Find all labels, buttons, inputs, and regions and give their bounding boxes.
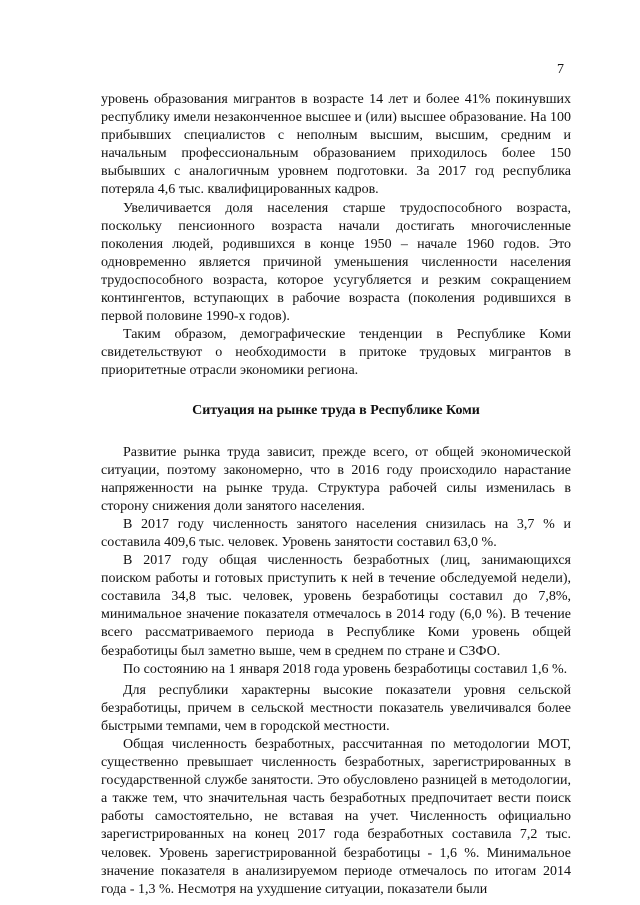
paragraph-labor-market-development: Развитие рынка труда зависит, прежде всего, от общей экономической ситуации, поэтому закономерно, что в 2016 году происходило нарастание напряженности на рынке труда. Структура рабочей силы изменилась в сторону снижения доли занятого населения. [101,444,571,514]
paragraph-registered-unemployment: Общая численность безработных, рассчитанная по методологии МОТ, существенно превышает численность безработных, зарегистрированных в государственной службе занятости. Это обусловлено разницей в методологии, а также тем, что значительная часть безработных предпочитает вести поиск работы самостоятельно, не вставая на учет. Численность официально зарегистрированных на конец 2017 года безработных составила 7,2 тыс. человек. Уровень зарегистрированной безработицы - 1,6 %. Минимальное значение показателя в анализируемом периоде отмечалось по итогам 2014 года - 1,3 %. Несмотря на ухудшение ситуации, показатели были [101,737,571,897]
paragraph-demographic-conclusion: Таким образом, демографические тенденции в Республике Коми свидетельствуют о необходимости в притоке трудовых мигрантов в приоритетные отрасли экономики региона. [101,327,571,379]
paragraph-rural-unemployment: Для республики характерны высокие показатели уровня сельской безработицы, причем в сельской местности показатель увеличивался более быстрыми темпами, чем в городской местности. [101,682,571,734]
paragraph-employment-2017: В 2017 году численность занятого населения снизилась на 3,7 % и составила 409,6 тыс. человек. Уровень занятости составил 63,0 %. [101,516,571,550]
section-heading: Ситуация на рынке труда в Республике Коми [192,402,480,418]
paragraph-unemployment-jan-2018: По состоянию на 1 января 2018 года уровень безработицы составил 1,6 %. [123,661,568,677]
paragraph-aging-population: Увеличивается доля населения старше трудоспособного возраста, поскольку пенсионного возраста начали достигать многочисленные поколения людей, родившихся в конце 1950 – начале 1960 годов. Это одновременно является причиной уменьшения численности населения трудоспособного возраста, которое усугубляется и резким сокращением контингентов, вступающих в рабочие возраста (поколения родившихся в первой половине 1990-х годов). [101,200,571,325]
paragraph-unemployment-2017: В 2017 году общая численность безработных (лиц, занимающихся поиском работы и готовых приступить к ней в течение обследуемой недели), составила 34,8 тыс. человек, уровень безработицы составил до 7,8%, минимальное значение показателя отмечалось в 2014 году (6,0 %). В течение всего рассматриваемого периода в Республике Коми уровень общей безработицы был заметно выше, чем в среднем по стране и СЗФО. [101,553,571,659]
paragraph-migration-education: уровень образования мигрантов в возрасте 14 лет и более 41% покинувших республику имели незаконченное высшее и (или) высшее образование. На 100 прибывших специалистов с неполным высшим, высшим, средним и начальным профессиональным образованием приходилось более 150 выбывших с аналогичным уровнем подготовки. За 2017 год республика потеряла 4,6 тыс. квалифицированных кадров. [101,92,571,198]
page-number: 7 [557,62,564,77]
document-body [101,91,571,899]
